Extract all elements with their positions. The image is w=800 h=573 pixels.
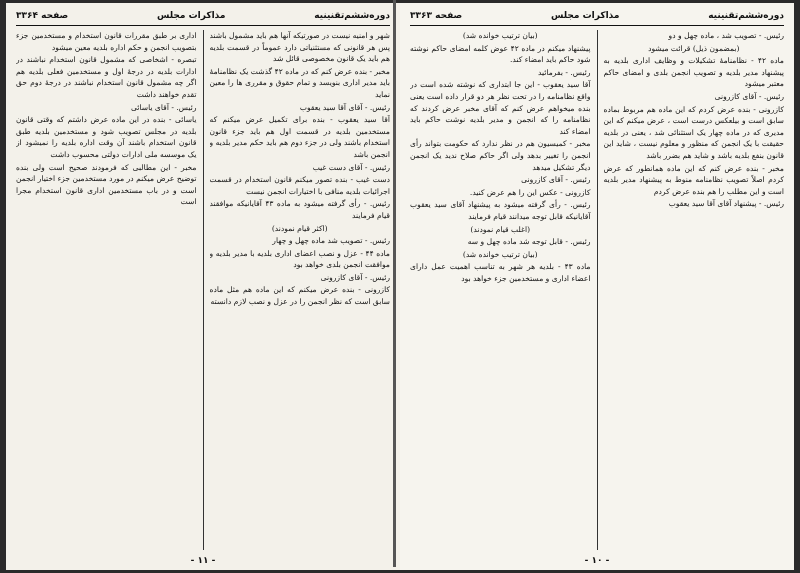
page-title: مذاکرات مجلس (157, 11, 226, 21)
paragraph: آقا سید یعقوب - این جا ابتداری که نوشته شده است در واقع نظامنامه را در تحت نظر هر دو قرار داده است یعنی بنده میخواهم عرض کنم که آقای مخبر عرض کردند که نظامنامه را که انجمن و مدیر بلدیه نوشت حاکم باید امضاء کند (410, 80, 591, 136)
paragraph: رئیس. - تصویب شد ، ماده چهل و دو (668, 31, 784, 40)
paragraph: مخبر - کمیسیون هم در نظر ندارد که حکومت بتواند رأی انجمن را تغییر بدهد ولی اگر حاکم صلاح ندید یک انجمن دیگر تشکیل میدهد (410, 139, 591, 172)
left-page (6, 3, 400, 570)
page-number-label: صفحه ۳۳۶۳ (410, 11, 463, 21)
session-label: دوره‌ششم‌تقنینیه (708, 11, 784, 21)
paragraph: تبصره - اشخاصی که مشمول قانون استخدام نباشند در ادارات بلدیه در درجهٔ اول و مستخدمین فعلی بلدیه هم اگر چه مشمول قانون استخدام نباشند در درجهٔ دوم حق تقدم خواهند داشت (16, 55, 197, 99)
paragraph: دست غیب - بنده تصور میکنم قانون استخدام در قسمت اجرائیات بلدیه منافی با اختیارات انجمن نیست (209, 175, 390, 196)
paragraph: (بیان ترتیب خوانده شد) (462, 31, 538, 40)
page-title: مذاکرات مجلس (551, 11, 620, 21)
paragraph: (اکثر قیام نمودند) (271, 223, 328, 233)
page-footer-number: - ۱۱ - (190, 556, 216, 566)
paragraph: کازرونی - بنده عرض میکنم که این ماده هم مثل ماده سابق است که نظر انجمن را در عزل و نصب لازم دانسته (209, 285, 390, 307)
paragraph: رئیس. - بفرمائید (538, 67, 591, 77)
paragraph: رئیس. - پیشنهاد آقای آقا سید یعقوب (668, 199, 784, 209)
left-page-columns (16, 30, 390, 550)
text-column-left (16, 30, 197, 550)
paragraph: رئیس. - قابل توجه شد ماده چهل و سه (467, 237, 591, 247)
paragraph: مخبر - بنده عرض کنم که این ماده همانطور که عرض کردم اصلاً تصویب نظامنامه منوط به پیشنهاد مدیر بلدیه است و این مطلب را هم بنده عرض کردم (603, 163, 784, 196)
paragraph: (بیان ترتیب خوانده شد) (462, 249, 538, 259)
right-page-header (410, 7, 784, 26)
paragraph: (اغلب قیام نمودند) (470, 224, 531, 234)
paragraph: رئیس. - آقای یاسائی (130, 102, 197, 112)
paragraph: رئیس. - رأی گرفته میشود به پیشنهاد آقای سید یعقوب آقایانیکه قابل توجه میدانند قیام فرمایند (410, 200, 591, 221)
text-column-left (410, 30, 591, 550)
paragraph: اداری بر طبق مقررات قانون استخدام و مستخدمین جزء بتصویب انجمن و حکم اداره بلدیه معین میشود (16, 31, 197, 52)
paragraph: ماده ۴۳ - بلدیه هر شهر به تناسب اهمیت عمل دارای اعضاء اداری و مستخدمین جزء خواهد بود (410, 262, 591, 283)
book-spread (6, 3, 794, 570)
column-divider (203, 30, 204, 550)
paragraph: رئیس. - آقای آقا سید یعقوب (299, 102, 390, 112)
paragraph: رئیس. - رأی گرفته میشود به ماده ۴۳ آقایانیکه موافقند قیام فرمایند (209, 199, 390, 220)
book-gutter (393, 0, 396, 567)
paragraph: پیشنهاد میکنم در ماده ۴۲ عوض کلمه امضای حاکم نوشته شود حاکم باید امضاء کند. (410, 43, 591, 65)
text-column-right (604, 30, 785, 550)
paragraph: یاسائی - بنده در این ماده عرض داشتم که وقتی قانون بلدیه در مجلس تصویب شود و مستخدمین بلدیه طبق قانون استخدام باشند آن وقت اداره بلدیه را نمیشود از یک موسسه ملی ادارات دولتی محسوب داشت (16, 115, 197, 159)
right-page-columns (410, 30, 784, 550)
paragraph: شهر و امنیه نیست در صورتیکه آنها هم باید مشمول باشند پس هر قانونی که مستثنیاتی دارد عموماً در قسمت بلدیه هم باید یک قانون مخصوصی قائل شد (209, 31, 390, 64)
paragraph: ماده ۴۲ - نظامنامهٔ تشکیلات و وظایف اداری بلدیه به پیشنهاد مدیر بلدیه و تصویب انجمن بلدی و امضای حاکم معتبر میشود (603, 56, 784, 89)
paragraph: (بمضمون ذیل) قرائت میشود (648, 43, 740, 53)
column-divider (597, 30, 598, 550)
right-page (400, 3, 794, 570)
paragraph: ماده ۴۴ - عزل و نصب اعضای اداری بلدیه با مدیر بلدیه و موافقت انجمن بلدی خواهد بود (209, 248, 390, 270)
paragraph: رئیس. - آقای کازرونی (521, 175, 591, 185)
left-page-header (16, 7, 390, 26)
text-column-right (210, 30, 391, 550)
paragraph: مخبر - بنده عرض کنم که در ماده ۴۲ گذشت یک نظامنامهٔ باید مدیر اداری بنویسد و تمام حقوق و مقرری ها را معین نماید (209, 66, 390, 99)
paragraph: آقا سید یعقوب - بنده برای تکمیل عرض میکنم که مستخدمین بلدیه در قسمت اول هم باید جزء قانون استخدام باشند ولی در جزء دوم هم باید حکم مدیر بلدیه و انجمن باشد (209, 115, 390, 159)
paragraph: کازرونی - عکس این را هم عرض کنید. (469, 187, 591, 197)
paragraph: مخبر - این مطالبی که فرمودند صحیح است ولی بنده توضیح عرض میکنم در مورد مستخدمین جزء اختیار انجمن است و در باب مستخدمین اداری قانون استخدام مجرا است (16, 162, 197, 207)
page-number-label: صفحه ۳۳۶۴ (16, 11, 69, 21)
session-label: دوره‌ششم‌تقنینیه (314, 11, 390, 21)
paragraph: رئیس. - آقای کازرونی (320, 272, 390, 282)
page-footer-number: - ۱۰ - (584, 556, 610, 566)
paragraph: رئیس. - تصویب شد ماده چهل و چهار (272, 236, 390, 246)
paragraph: رئیس. - آقای کازرونی (714, 91, 784, 101)
paragraph: رئیس. - آقای دست غیب (312, 162, 390, 172)
paragraph: کازرونی - بنده عرض کردم که این ماده هم مربوط بماده سابق است و بیلعکس درست است ، عرض میکنم که این مدیری که در ماده چهار یک استثنائی شد ، یعنی در بلدیه حقیقت با یک انجمن که منظور و معلوم نیست ، شاید این قانون بنفع بلدیه باشد و شاید هم بضرر باشد (603, 104, 784, 160)
